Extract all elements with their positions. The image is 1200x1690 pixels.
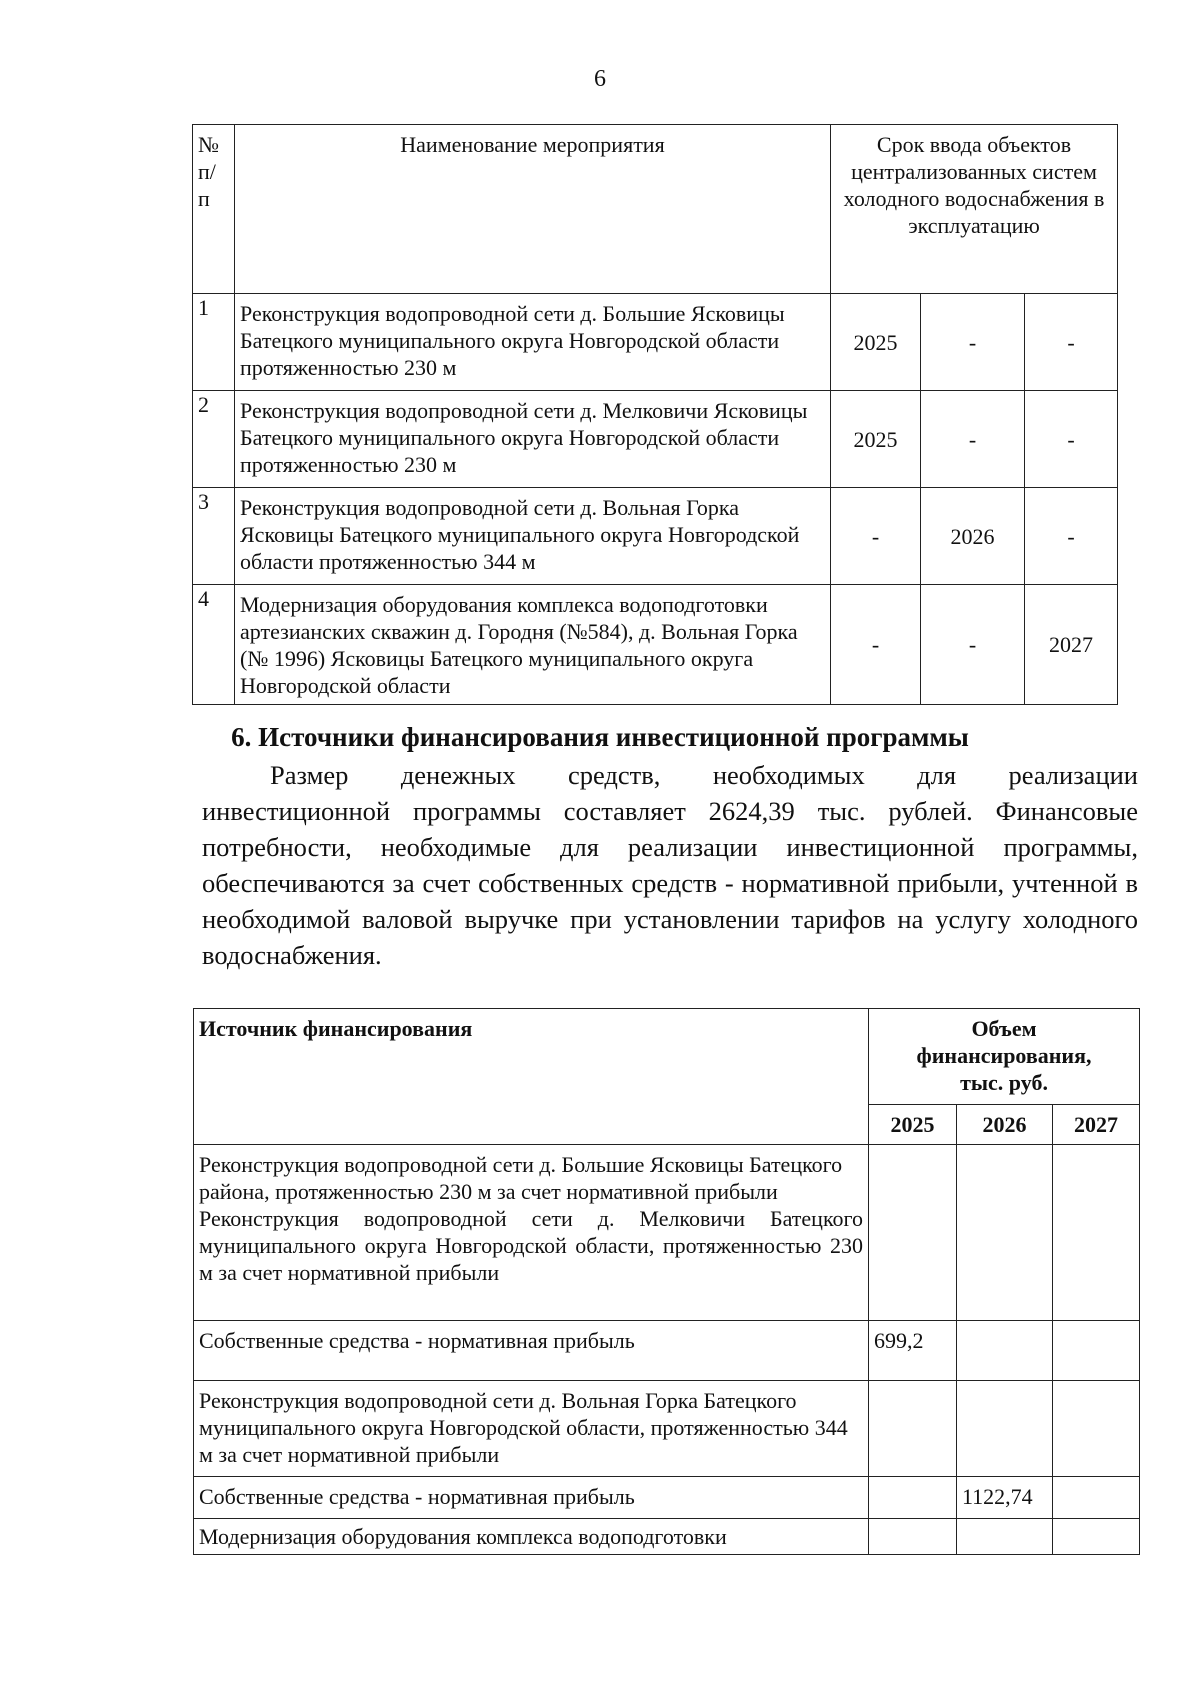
value-2026: 1122,74: [957, 1477, 1053, 1519]
table-row: [194, 1519, 1140, 1555]
row-year-2: -: [921, 294, 1025, 391]
value-2026: [957, 1321, 1053, 1381]
row-num: 4: [193, 585, 235, 705]
value-2026: [957, 1519, 1053, 1555]
value-2027: [1053, 1381, 1140, 1477]
year-2027: 2027: [1053, 1105, 1140, 1145]
row-text: Собственные средства - нормативная прибыль: [194, 1477, 869, 1519]
row-year-1: 2025: [831, 294, 921, 391]
row-num: 3: [193, 488, 235, 585]
value-2027: [1053, 1477, 1140, 1519]
row-year-2: -: [921, 585, 1025, 705]
value-2025: [869, 1381, 957, 1477]
table-row: [193, 391, 1118, 488]
row-num: 2: [193, 391, 235, 488]
table-header-row: [194, 1009, 1140, 1105]
events-table: [192, 124, 1118, 705]
page-number: 6: [594, 66, 606, 92]
table-row: [194, 1477, 1140, 1519]
header-source: Источник финансирования: [194, 1009, 869, 1145]
row-text-part-a: Реконструкция водопроводной сети д. Большие Ясковицы Батецкого района, протяженностью 230 м за счет нормативной прибыли: [199, 1152, 843, 1204]
year-2025: 2025: [869, 1105, 957, 1145]
header-num: № п/ п: [193, 125, 235, 294]
row-name: Реконструкция водопроводной сети д. Большие Ясковицы Батецкого муниципального округа Новгородской области протяженностью 230 м: [235, 294, 831, 391]
row-text: Реконструкция водопроводной сети д. Вольная Горка Батецкого муниципального округа Новгородской области, протяженностью 344 м за счет нормативной прибыли: [194, 1381, 869, 1477]
value-2027: [1053, 1145, 1140, 1321]
financing-table: [193, 1008, 1140, 1555]
value-2025: [869, 1477, 957, 1519]
row-year-2: -: [921, 391, 1025, 488]
section-heading: 6. Источники финансирования инвестиционной программы: [231, 722, 969, 752]
section-paragraph: [202, 757, 1138, 973]
value-2025: [869, 1145, 957, 1321]
table-header-row: [193, 125, 1118, 294]
table-row: [194, 1381, 1140, 1477]
row-text-part-b: Реконструкция водопроводной сети д. Мелковичи Батецкого муниципального округа Новгородской области, протяженностью 230 м за счет нормативной прибыли: [199, 1206, 863, 1285]
row-name: Реконструкция водопроводной сети д. Вольная Горка Ясковицы Батецкого муниципального округа Новгородской области протяженностью 344 м: [235, 488, 831, 585]
row-year-3: -: [1025, 391, 1118, 488]
year-2026: 2026: [957, 1105, 1053, 1145]
row-year-3: -: [1025, 488, 1118, 585]
table-row: [194, 1321, 1140, 1381]
value-2027: [1053, 1321, 1140, 1381]
row-year-1: -: [831, 488, 921, 585]
row-year-2: 2026: [921, 488, 1025, 585]
table-row: [193, 585, 1118, 705]
header-volume: Объем финансирования, тыс. руб.: [869, 1009, 1140, 1105]
value-2025: [869, 1519, 957, 1555]
value-2026: [957, 1145, 1053, 1321]
paragraph-first-line: Размер денежных средств, необходимых для реализации: [270, 760, 1138, 790]
table-row: [194, 1145, 1140, 1321]
paragraph-body: инвестиционной программы составляет 2624,39 тыс. рублей. Финансовые потребности, необходимые для реализации инвестиционной программы, обеспечиваются за счет собственных средств - нормативной прибыли, учтенной в необходимой валовой выручке при установлении тарифов на услугу холодного водоснабжения.: [202, 796, 1138, 970]
value-2025: 699,2: [869, 1321, 957, 1381]
value-2026: [957, 1381, 1053, 1477]
row-name: Модернизация оборудования комплекса водоподготовки артезианских скважин д. Городня (№584), д. Вольная Горка (№ 1996) Ясковицы Батецкого муниципального округа Новгородской области: [235, 585, 831, 705]
table-row: [193, 488, 1118, 585]
header-term: Срок ввода объектов централизованных систем холодного водоснабжения в эксплуатацию: [831, 125, 1118, 294]
row-year-1: 2025: [831, 391, 921, 488]
row-year-3: -: [1025, 294, 1118, 391]
row-text: Собственные средства - нормативная прибыль: [194, 1321, 869, 1381]
table-row: [193, 294, 1118, 391]
row-name: Реконструкция водопроводной сети д. Мелковичи Ясковицы Батецкого муниципального округа Новгородской области протяженностью 230 м: [235, 391, 831, 488]
value-2027: [1053, 1519, 1140, 1555]
row-num: 1: [193, 294, 235, 391]
row-year-1: -: [831, 585, 921, 705]
row-text: Модернизация оборудования комплекса водоподготовки: [194, 1519, 869, 1555]
row-text: [194, 1145, 869, 1321]
header-name: Наименование мероприятия: [235, 125, 831, 294]
row-year-3: 2027: [1025, 585, 1118, 705]
